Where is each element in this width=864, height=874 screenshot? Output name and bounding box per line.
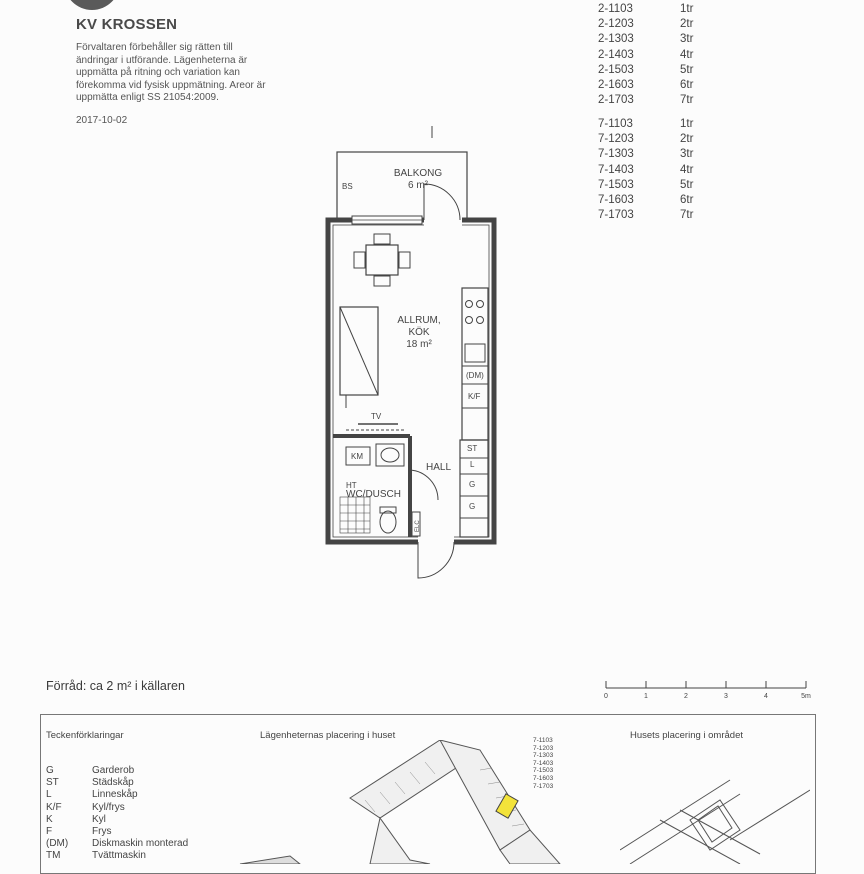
unit-row: 2-1103 1tr	[598, 3, 694, 15]
building-footprint-map	[230, 740, 600, 864]
unit-row: 7-1503 5tr	[598, 178, 694, 191]
area-placement-heading: Husets placering i området	[630, 730, 743, 741]
house-code: 7-1403	[533, 759, 554, 767]
unit-row: 7-1203 2tr	[598, 133, 694, 146]
house-code: 7-1203	[533, 744, 554, 752]
living-label-2: KÖK	[408, 327, 430, 338]
g-label-2: G	[469, 502, 476, 511]
ht-label: HT	[346, 481, 357, 490]
legend-item: K/F Kyl/frys	[46, 801, 125, 813]
entrance-door-swing	[418, 542, 454, 578]
st-label: ST	[467, 444, 478, 453]
unit-row: 2-1203 2tr	[598, 18, 694, 31]
wc-label: WC/DUSCH	[346, 489, 401, 500]
unit-row: 2-1403 4tr	[598, 48, 694, 61]
unit-row: 7-1103 1tr	[598, 118, 694, 130]
km-label: KM	[351, 452, 363, 461]
l-label: L	[470, 460, 475, 469]
legend-item: L Linneskåp	[46, 789, 138, 801]
scale-tick: 0	[604, 693, 608, 700]
legend-list	[46, 765, 188, 863]
g-label-1: G	[469, 480, 476, 489]
balcony-outline	[337, 152, 467, 220]
house-placement-heading: Lägenheternas placering i huset	[260, 730, 396, 741]
living-label-1: ALLRUM,	[397, 315, 441, 326]
legend-item: (DM) Diskmaskin monterad	[46, 838, 189, 850]
house-code: 7-1603	[533, 774, 554, 782]
scale-bar	[600, 676, 820, 706]
dm-label: (DM)	[466, 371, 484, 380]
bs-label: BS	[342, 182, 353, 191]
property-title: KV KROSSEN	[76, 16, 178, 33]
house-code: 7-1503	[533, 767, 554, 775]
dining-table	[366, 245, 398, 275]
unit-row: 2-1503 5tr	[598, 63, 694, 76]
kitchen-counter	[462, 288, 488, 440]
elc-label: ELC	[415, 520, 421, 532]
legend-item: K Kyl	[46, 813, 106, 825]
area-site-map	[620, 760, 810, 864]
hall-label: HALL	[426, 462, 452, 473]
toilet	[380, 511, 396, 533]
balcony-area: 6 m²	[408, 180, 428, 191]
legend-item: TM Tvättmaskin	[46, 850, 146, 862]
storage-note: Förråd: ca 2 m² i källaren	[46, 679, 185, 693]
living-area: 18 m²	[406, 339, 432, 350]
plan-date: 2017-10-02	[76, 115, 128, 126]
unit-row: 7-1703 7tr	[598, 209, 694, 222]
unit-row: 7-1403 4tr	[598, 163, 694, 176]
kf-label: K/F	[468, 392, 481, 401]
legend-item: G Garderob	[46, 765, 135, 776]
unit-row: 7-1603 6tr	[598, 194, 694, 207]
scale-tick: 4	[764, 693, 768, 700]
scale-tick: 3	[724, 693, 728, 700]
shower-area	[340, 497, 370, 533]
legend-item: ST Städskåp	[46, 777, 134, 789]
scale-tick: 2	[684, 693, 688, 700]
legend-heading: Teckenförklaringar	[46, 730, 124, 741]
unit-row: 2-1603 6tr	[598, 79, 694, 92]
house-code: 7-1303	[533, 752, 554, 760]
house-code: 7-1103	[533, 737, 553, 744]
house-code: 7-1703	[533, 782, 554, 790]
scale-tick: 5m	[801, 693, 811, 700]
unit-row: 7-1303 3tr	[598, 148, 694, 161]
balcony-label: BALKONG	[393, 168, 443, 179]
unit-row: 2-1303 3tr	[598, 33, 694, 46]
disclaimer-text: Förvaltaren förbehåller sig rätten till ändringar i utförande. Lägenheterna är uppmätta på ritning och variation kan förekomma vid fysisk uppmätning. Areor är uppmätta enligt SS 21054:2009.	[76, 42, 266, 104]
washbasin	[376, 444, 404, 466]
tv-label: TV	[371, 412, 382, 421]
scale-tick: 1	[644, 693, 648, 700]
legend-item: F Frys	[46, 826, 112, 838]
unit-row: 2-1703 7tr	[598, 94, 694, 107]
